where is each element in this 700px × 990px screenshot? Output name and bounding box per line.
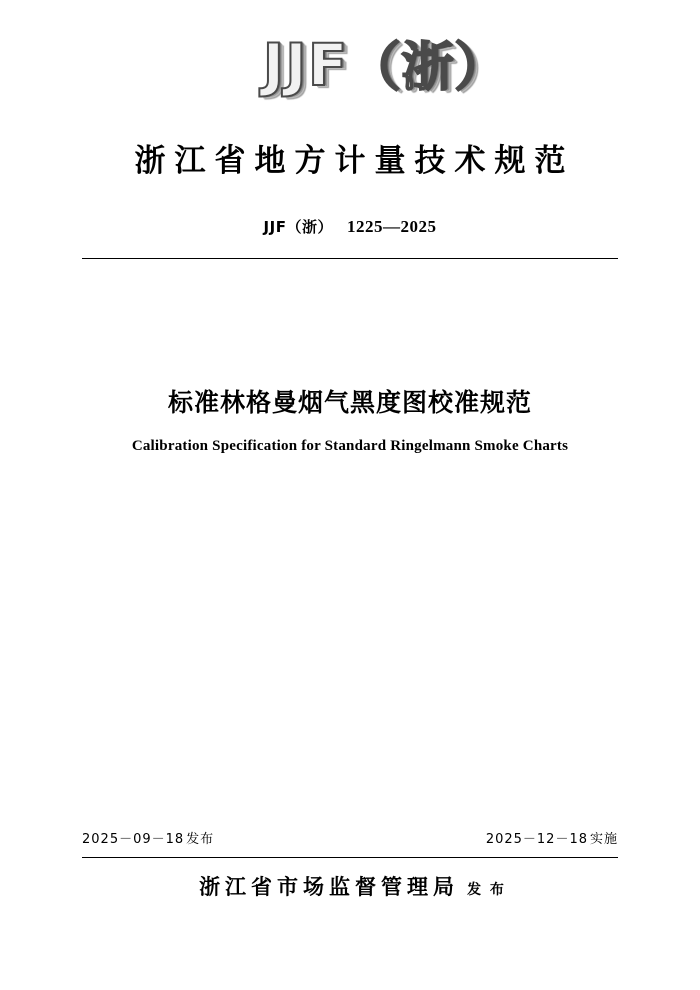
issue-date-label: 发布 xyxy=(186,832,215,847)
logo-main-text: JJF xyxy=(262,31,349,99)
effective-date xyxy=(486,828,618,847)
document-title-cn: 标准林格曼烟气黑度图校准规范 xyxy=(167,388,532,417)
issuer-name: 浙江省市场监督管理局 xyxy=(199,875,460,899)
issuer-publish-label: 发 布 xyxy=(467,882,506,898)
issue-date-value: 2025－09－18 xyxy=(82,832,185,847)
logo-text xyxy=(193,31,508,99)
spec-number xyxy=(0,216,700,237)
page-title: 浙江省地方计量技术规范 xyxy=(134,143,575,179)
dates-row xyxy=(82,828,618,847)
jjf-logo xyxy=(0,31,700,99)
issue-date xyxy=(82,828,214,847)
effective-date-label: 实施 xyxy=(589,832,618,847)
document-title-en: Calibration Specification for Standard Ringelmann Smoke Charts xyxy=(131,438,569,454)
divider-top xyxy=(82,258,618,259)
spec-number-value: 1225—2025 xyxy=(346,217,437,236)
issuer-line xyxy=(0,871,700,901)
divider-bottom xyxy=(82,857,618,858)
spec-code: JJF（浙） xyxy=(263,218,333,236)
effective-date-value: 2025－12－18 xyxy=(485,832,588,847)
logo-paren-text: （浙） xyxy=(348,38,508,98)
